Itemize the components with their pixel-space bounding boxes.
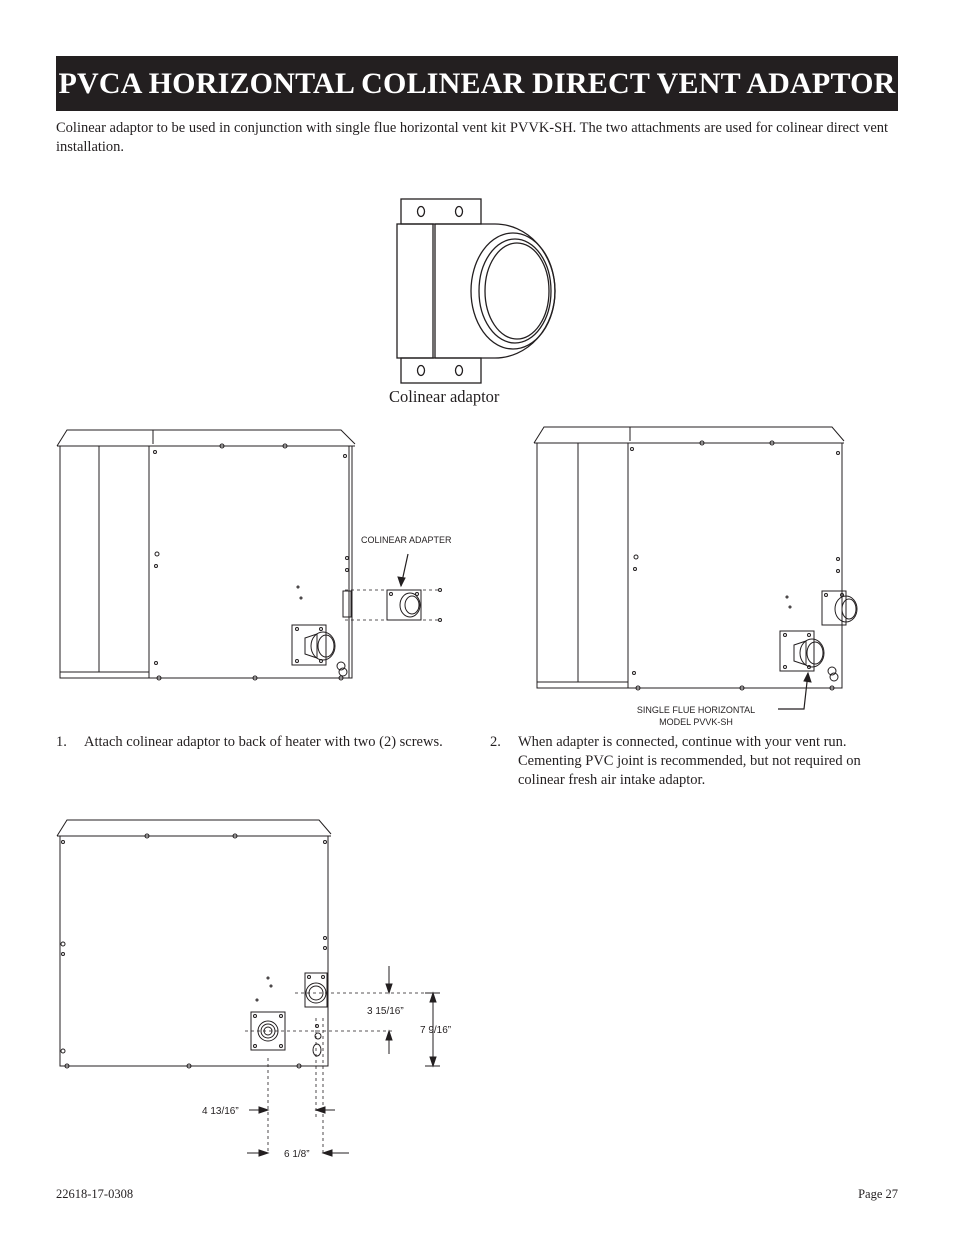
colinear-adapter-callout: COLINEAR ADAPTER bbox=[361, 535, 452, 545]
dimension-7-9-16: 7 9/16” bbox=[420, 1025, 452, 1036]
heater-back-with-adapter-drawing bbox=[55, 428, 475, 688]
footer-doc-number: 22618-17-0308 bbox=[56, 1187, 134, 1201]
step-2-number: 2. bbox=[490, 734, 501, 750]
dimension-4-13-16: 4 13/16” bbox=[202, 1106, 239, 1117]
colinear-adaptor-drawing bbox=[395, 195, 525, 387]
step-1-number: 1. bbox=[56, 734, 67, 750]
heater-back-with-single-flue-drawing bbox=[532, 425, 892, 735]
adaptor-caption: Colinear adaptor bbox=[389, 387, 500, 406]
intro-paragraph: Colinear adaptor to be used in conjunction with single flue horizontal vent kit PVVK-SH. The two attachments are used for colinear direct vent installation. bbox=[56, 120, 889, 155]
dimension-6-1-8: 6 1/8” bbox=[284, 1149, 310, 1160]
step-1-text: Attach colinear adaptor to back of heater with two (2) screws. bbox=[84, 734, 443, 750]
title-bar bbox=[56, 56, 898, 111]
dimension-drawing bbox=[55, 818, 475, 1163]
single-flue-callout-line1: SINGLE FLUE HORIZONTAL bbox=[636, 705, 756, 715]
dimension-3-15-16: 3 15/16” bbox=[367, 1006, 404, 1017]
page-title: PVCA HORIZONTAL COLINEAR DIRECT VENT ADAPTOR bbox=[58, 66, 896, 100]
footer-page-number: Page 27 bbox=[858, 1187, 898, 1201]
step-2-text: When adapter is connected, continue with your vent run. Cementing PVC joint is recommended, but not required on colinear fresh air intake adaptor. bbox=[518, 734, 861, 788]
single-flue-callout-line2: MODEL PVVK-SH bbox=[659, 717, 733, 727]
